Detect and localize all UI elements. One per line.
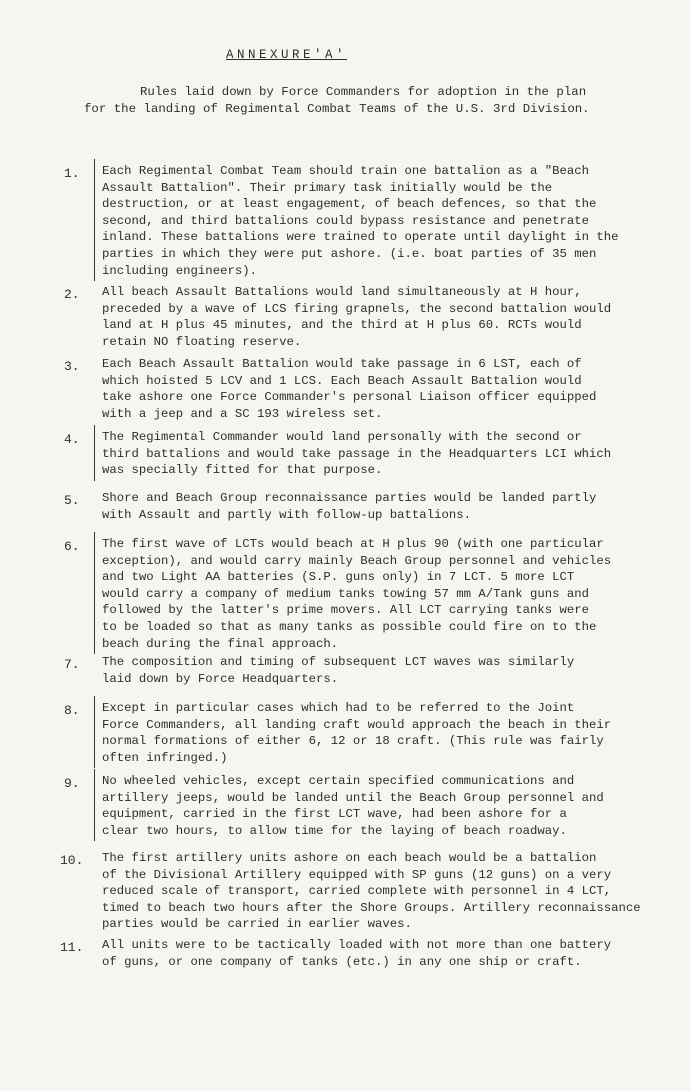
rule-line: beach during the final approach. <box>102 636 339 651</box>
rule-line: All units were to be tactically loaded with not more than one battery <box>102 938 612 952</box>
margin-bracket <box>94 425 95 481</box>
rule-number: 7. <box>64 657 80 672</box>
rule-line: was specially fitted for that purpose. <box>102 463 383 478</box>
rule-line: and two Light AA batteries (S.P. guns only) in 7 LCT. 5 more LCT <box>102 570 575 585</box>
rule-line: third battalions and would take passage in the Headquarters LCI which <box>102 446 612 461</box>
rule-line: destruction, or at least engagement, of beach defences, so that the <box>102 197 597 212</box>
margin-bracket <box>94 159 95 281</box>
rule-text <box>102 163 672 279</box>
rule-line: Force Commanders, all landing craft would approach the beach in their <box>102 717 612 732</box>
rule-line: laid down by Force Headquarters. <box>102 671 339 686</box>
rule-text <box>102 773 672 839</box>
rule-text <box>102 937 672 970</box>
rule-line: Assault Battalion". Their primary task initially would be the <box>102 180 553 195</box>
rule-line: parties would be carried in earlier waves. <box>102 917 412 932</box>
rule-line: with Assault and partly with follow-up battalions. <box>102 507 471 522</box>
rule-number: 11. <box>60 940 84 955</box>
rule-line: land at H plus 45 minutes, and the third at H plus 60. RCTs would <box>102 318 582 333</box>
rule-line: take ashore one Force Commander's personal Liaison officer equipped <box>102 390 597 405</box>
rule-line: The composition and timing of subsequent LCT waves was similarly <box>102 655 575 669</box>
rule-line: The Regimental Commander would land personally with the second or <box>102 430 582 444</box>
rule-number: 6. <box>64 539 80 554</box>
rule-line: of the Divisional Artillery equipped with SP guns (12 guns) on a very <box>102 867 612 882</box>
rule-line: All beach Assault Battalions would land simultaneously at H hour, <box>102 285 582 299</box>
page-title: ANNEXURE'A' <box>226 48 348 62</box>
rule-line: to be loaded so that as many tanks as possible could fire on to the <box>102 619 597 634</box>
margin-bracket <box>94 769 95 841</box>
rule-line: preceded by a wave of LCS firing grapnels, the second battalion would <box>102 301 612 316</box>
rule-line: which hoisted 5 LCV and 1 LCS. Each Beach Assault Battalion would <box>102 373 582 388</box>
rule-line: reduced scale of transport, carried complete with personnel in 4 LCT, <box>102 884 612 899</box>
rule-line: timed to beach two hours after the Shore Groups. Artillery reconnaissance <box>102 900 641 915</box>
rule-text <box>102 284 672 350</box>
intro-paragraph <box>84 84 644 118</box>
rule-line: Each Regimental Combat Team should train one battalion as a "Beach <box>102 164 590 178</box>
rule-line: parties in which they were put ashore. (i.e. boat parties of 35 men <box>102 246 597 261</box>
rule-line: of guns, or one company of tanks (etc.) in any one ship or craft. <box>102 954 582 969</box>
rule-text <box>102 654 672 687</box>
rule-number: 10. <box>60 853 84 868</box>
rule-line: exception), and would carry mainly Beach Group personnel and vehicles <box>102 553 612 568</box>
rule-line: normal formations of either 6, 12 or 18 craft. (This rule was fairly <box>102 734 604 749</box>
rule-line: equipment, carried in the first LCT wave, had been ashore for a <box>102 807 567 822</box>
rule-line: artillery jeeps, would be landed until the Beach Group personnel and <box>102 790 604 805</box>
rule-number: 8. <box>64 703 80 718</box>
rule-text <box>102 356 672 422</box>
rule-line: including engineers). <box>102 263 257 278</box>
rule-line: retain NO floating reserve. <box>102 334 302 349</box>
rule-number: 2. <box>64 287 80 302</box>
rule-text <box>102 700 672 766</box>
intro-line: for the landing of Regimental Combat Teams of the U.S. 3rd Division. <box>84 102 590 116</box>
rule-number: 3. <box>64 359 80 374</box>
rule-number: 4. <box>64 432 80 447</box>
rule-line: clear two hours, to allow time for the laying of beach roadway. <box>102 823 567 838</box>
rule-line: with a jeep and a SC 193 wireless set. <box>102 406 383 421</box>
rule-text <box>102 490 672 523</box>
rule-text <box>102 536 672 652</box>
margin-bracket <box>94 696 95 768</box>
rule-line: The first wave of LCTs would beach at H plus 90 (with one particular <box>102 537 604 551</box>
rule-line: would carry a company of medium tanks towing 57 mm A/Tank guns and <box>102 586 590 601</box>
rule-line: followed by the latter's prime movers. All LCT carrying tanks were <box>102 603 590 618</box>
rule-number: 1. <box>64 166 80 181</box>
rule-line: Each Beach Assault Battalion would take passage in 6 LST, each of <box>102 357 582 371</box>
margin-bracket <box>94 532 95 654</box>
rule-line: No wheeled vehicles, except certain specified communications and <box>102 774 575 788</box>
rule-line: inland. These battalions were trained to operate until daylight in the <box>102 230 619 245</box>
rule-line: often infringed.) <box>102 750 228 765</box>
rule-line: second, and third battalions could bypass resistance and penetrate <box>102 213 590 228</box>
intro-line: Rules laid down by Force Commanders for adoption in the plan <box>140 85 587 99</box>
rule-line: Except in particular cases which had to be referred to the Joint <box>102 701 575 715</box>
rule-line: The first artillery units ashore on each beach would be a battalion <box>102 851 597 865</box>
rule-text <box>102 429 672 479</box>
rule-line: Shore and Beach Group reconnaissance parties would be landed partly <box>102 491 597 505</box>
rule-text <box>102 850 672 933</box>
rule-number: 5. <box>64 493 80 508</box>
rule-number: 9. <box>64 776 80 791</box>
